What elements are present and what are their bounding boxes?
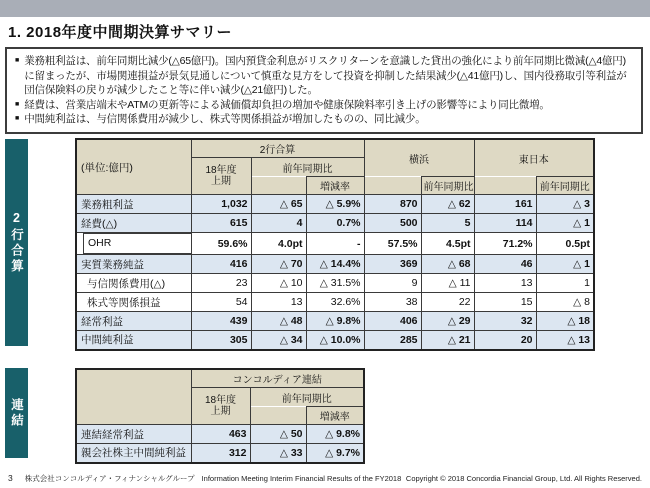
bullet-text: 中間純利益は、与信関係費用が減少し、株式等関係損益が増加したものの、同比減少。 bbox=[24, 113, 426, 125]
page-number: 3 bbox=[8, 473, 13, 483]
col-header-period bbox=[191, 388, 250, 425]
cell: △ 8 bbox=[536, 293, 594, 312]
cell: 5 bbox=[421, 214, 474, 233]
cell: 870 bbox=[364, 195, 421, 214]
cell: △ 9.8% bbox=[306, 312, 364, 331]
col-header-higashi-yoy: 前年同期比 bbox=[536, 177, 594, 195]
col-header-yoy: 前年同期比 bbox=[251, 158, 364, 177]
cell: 4.5pt bbox=[421, 233, 474, 255]
cell: 1 bbox=[536, 274, 594, 293]
cell: 46 bbox=[474, 255, 536, 274]
cell: 22 bbox=[421, 293, 474, 312]
cell: 13 bbox=[474, 274, 536, 293]
cell: △ 10 bbox=[251, 274, 306, 293]
cell: 0.5pt bbox=[536, 233, 594, 255]
bullet-square-icon: ■ bbox=[15, 57, 20, 64]
footer-subtitle: Information Meeting Interim Financial Results of the FY2018 bbox=[201, 474, 402, 483]
blank-header-cell bbox=[250, 407, 306, 425]
bullet-square-icon: ■ bbox=[15, 115, 20, 122]
header-row bbox=[76, 139, 594, 158]
ohr-inset-label: OHR bbox=[83, 233, 191, 254]
cell: 0.7% bbox=[306, 214, 364, 233]
table-row-ohr bbox=[76, 233, 594, 255]
row-label: 株式等関係損益 bbox=[76, 293, 191, 312]
blank-label-header bbox=[76, 369, 191, 425]
cell: 4.0pt bbox=[251, 233, 306, 255]
footer-company-name: 株式会社コンコルディア・フィナンシャルグループ bbox=[24, 474, 195, 483]
col-header-yoy: 前年同期比 bbox=[250, 388, 364, 407]
col-header-yokohama-yoy: 前年同期比 bbox=[421, 177, 474, 195]
col-header-rate: 増減率 bbox=[306, 177, 364, 195]
cell: 54 bbox=[191, 293, 251, 312]
period-line1: 18年度 bbox=[204, 395, 237, 406]
cell: △ 11 bbox=[421, 274, 474, 293]
cell: 439 bbox=[191, 312, 251, 331]
two-bank-side-label: 2行合算 bbox=[9, 210, 24, 275]
row-label bbox=[76, 233, 191, 255]
consolidated-side-tab bbox=[5, 368, 28, 458]
table-row-gross-profit bbox=[76, 195, 594, 214]
cell: 312 bbox=[191, 444, 250, 463]
period-line1: 18年度 bbox=[205, 165, 237, 176]
cell: △ 3 bbox=[536, 195, 594, 214]
table-row-expenses bbox=[76, 214, 594, 233]
cell: △ 68 bbox=[421, 255, 474, 274]
cell: △ 34 bbox=[251, 331, 306, 350]
header-row bbox=[76, 369, 364, 388]
cell: △ 50 bbox=[250, 425, 306, 444]
consolidated-table bbox=[75, 368, 365, 464]
cell: 15 bbox=[474, 293, 536, 312]
group-header-yokohama: 横浜 bbox=[364, 139, 474, 177]
cell: 114 bbox=[474, 214, 536, 233]
period-line2: 上期 bbox=[210, 406, 231, 417]
table-row-credit-costs bbox=[76, 274, 594, 293]
cell: △ 5.9% bbox=[306, 195, 364, 214]
cell: △ 33 bbox=[250, 444, 306, 463]
cell: 615 bbox=[191, 214, 251, 233]
cell: △ 21 bbox=[421, 331, 474, 350]
cell: 38 bbox=[364, 293, 421, 312]
consolidated-side-label: 連結 bbox=[9, 397, 24, 429]
cell: △ 62 bbox=[421, 195, 474, 214]
col-header-rate: 増減率 bbox=[306, 407, 364, 425]
cell: 463 bbox=[191, 425, 250, 444]
row-label: 経常利益 bbox=[76, 312, 191, 331]
table-row-interim-net-income bbox=[76, 331, 594, 350]
top-gray-bar bbox=[0, 0, 650, 17]
bullet-item bbox=[13, 54, 634, 98]
unit-label: (単位:億円) bbox=[76, 139, 191, 195]
cell: 71.2% bbox=[474, 233, 536, 255]
cell: - bbox=[306, 233, 364, 255]
footer-copyright: Copyright © 2018 Concordia Financial Group, Ltd. All Rights Reserved. bbox=[405, 474, 642, 483]
row-label: 親会社株主中間純利益 bbox=[76, 444, 191, 463]
cell: 13 bbox=[251, 293, 306, 312]
cell: 305 bbox=[191, 331, 251, 350]
cell: △ 9.8% bbox=[306, 425, 364, 444]
cell: △ 1 bbox=[536, 255, 594, 274]
row-label: 実質業務純益 bbox=[76, 255, 191, 274]
bullet-text: 業務粗利益は、前年同期比減少(△65億円)。国内預貸金利息がリスクリターンを意識した貸出の強化により前年同期比微減(△4億円)に留まったが、市場関連損益が景気見通しについて慎重な見方をして投資を抑制した結果減少(△41億円)し、国内役務取引等利益が団信保険料の戻りが減少したこと等に伴い減少(△21億円)した。 bbox=[24, 55, 627, 96]
table-row-stock-related-gains bbox=[76, 293, 594, 312]
summary-bullet-box bbox=[5, 47, 643, 134]
table-row-parent-shareholders-net-income bbox=[76, 444, 364, 463]
cell: 1,032 bbox=[191, 195, 251, 214]
row-label: 業務粗利益 bbox=[76, 195, 191, 214]
col-header-period bbox=[191, 158, 251, 195]
cell: △ 13 bbox=[536, 331, 594, 350]
cell: △ 1 bbox=[536, 214, 594, 233]
group-header-higashinippon: 東日本 bbox=[474, 139, 594, 177]
blank-header-cell bbox=[251, 177, 306, 195]
bullet-text: 経費は、営業店端末やATMの更新等による減価償却負担の増加や健康保険料率引き上げの影響等により同比微増。 bbox=[24, 98, 550, 111]
blank-header-cell bbox=[364, 177, 421, 195]
cell: 32.6% bbox=[306, 293, 364, 312]
table-row-consolidated-ordinary-profit bbox=[76, 425, 364, 444]
blank-header-cell bbox=[474, 177, 536, 195]
cell: 57.5% bbox=[364, 233, 421, 255]
two-bank-side-tab bbox=[5, 139, 28, 346]
cell: △ 70 bbox=[251, 255, 306, 274]
cell: 416 bbox=[191, 255, 251, 274]
cell: △ 18 bbox=[536, 312, 594, 331]
cell: △ 48 bbox=[251, 312, 306, 331]
row-label: 経費(△) bbox=[76, 214, 191, 233]
cell: △ 10.0% bbox=[306, 331, 364, 350]
cell: 500 bbox=[364, 214, 421, 233]
row-label: 中間純利益 bbox=[76, 331, 191, 350]
page-title: 1. 2018年度中間期決算サマリー bbox=[8, 24, 233, 41]
two-bank-table bbox=[75, 138, 595, 351]
cell: △ 9.7% bbox=[306, 444, 364, 463]
table-row-ordinary-profit bbox=[76, 312, 594, 331]
period-line2: 上期 bbox=[211, 176, 231, 187]
group-header-concordia: コンコルディア連結 bbox=[191, 369, 364, 388]
cell: 9 bbox=[364, 274, 421, 293]
cell: 161 bbox=[474, 195, 536, 214]
row-label: 与信関係費用(△) bbox=[76, 274, 191, 293]
cell: 369 bbox=[364, 255, 421, 274]
cell: 23 bbox=[191, 274, 251, 293]
cell: △ 31.5% bbox=[306, 274, 364, 293]
cell: 59.6% bbox=[191, 233, 251, 255]
bullet-square-icon: ■ bbox=[15, 100, 20, 108]
row-label: 連結経常利益 bbox=[76, 425, 191, 444]
cell: △ 65 bbox=[251, 195, 306, 214]
cell: 20 bbox=[474, 331, 536, 350]
cell: △ 29 bbox=[421, 312, 474, 331]
footer bbox=[0, 473, 650, 484]
bullet-item bbox=[13, 98, 634, 113]
cell: △ 14.4% bbox=[306, 255, 364, 274]
cell: 285 bbox=[364, 331, 421, 350]
group-header-2bank: 2行合算 bbox=[191, 139, 364, 158]
cell: 406 bbox=[364, 312, 421, 331]
bullet-item bbox=[13, 112, 634, 127]
table-row-core-net-business-profit bbox=[76, 255, 594, 274]
cell: 32 bbox=[474, 312, 536, 331]
cell: 4 bbox=[251, 214, 306, 233]
